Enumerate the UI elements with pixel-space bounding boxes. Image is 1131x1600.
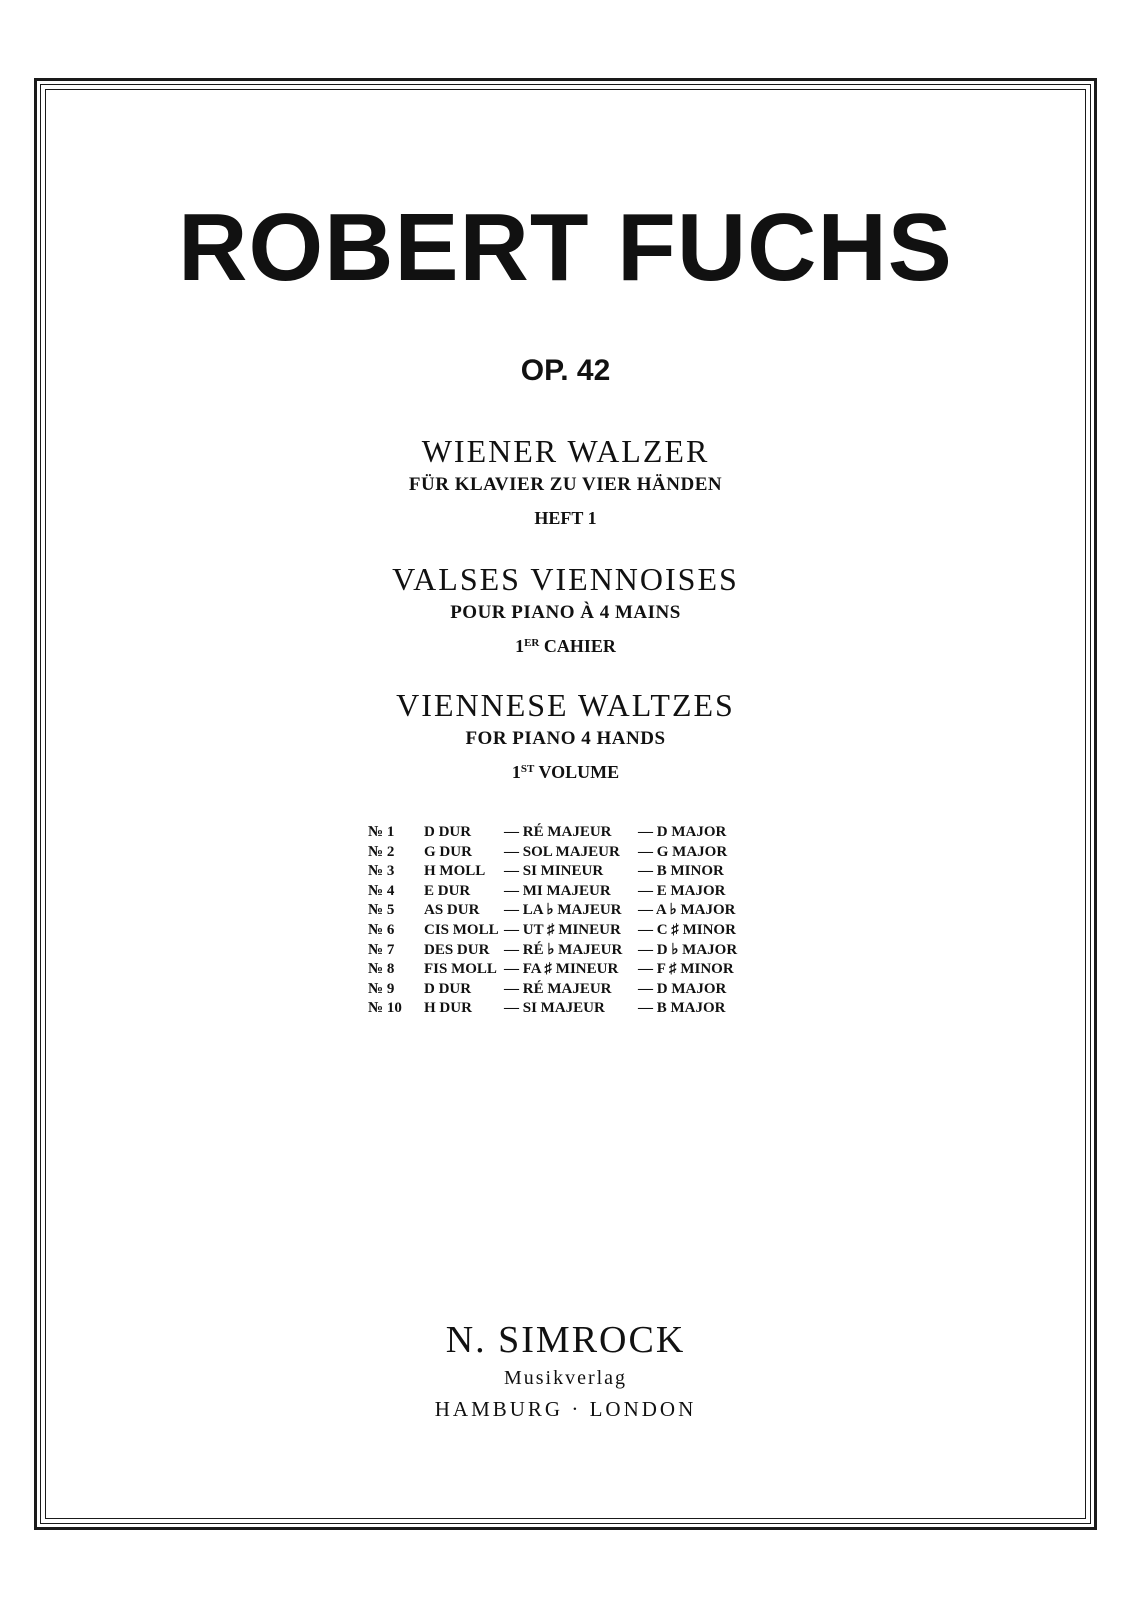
contents-row xyxy=(368,960,758,980)
key-french: — RÉ ♭ MAJEUR xyxy=(504,941,623,958)
title-french-main: VALSES VIENNOISES xyxy=(392,561,739,597)
piece-number: № 10 xyxy=(368,1000,402,1017)
title-english-volume: 1ST VOLUME xyxy=(511,762,620,782)
key-german: DES DUR xyxy=(424,941,490,958)
title-german-subtitle: FÜR KLAVIER ZU VIER HÄNDEN xyxy=(408,474,723,495)
contents-row xyxy=(368,999,758,1019)
key-english: — B MINOR xyxy=(638,863,724,880)
key-french: — SI MINEUR xyxy=(504,863,604,880)
piece-number: № 4 xyxy=(368,882,395,899)
contents-row xyxy=(368,862,758,882)
contents-row xyxy=(368,921,758,941)
key-german: H DUR xyxy=(424,1000,472,1017)
publisher-block xyxy=(0,1318,1131,1424)
piece-number: № 6 xyxy=(368,921,395,938)
key-english: — B MAJOR xyxy=(638,1000,726,1017)
piece-number: № 8 xyxy=(368,961,395,978)
key-german: CIS MOLL xyxy=(424,921,499,938)
key-german: E DUR xyxy=(424,882,471,899)
piece-number: № 1 xyxy=(368,824,395,840)
key-french: — SOL MAJEUR xyxy=(504,843,620,860)
key-german: G DUR xyxy=(424,843,472,860)
title-german xyxy=(0,432,1131,533)
title-english xyxy=(0,686,1131,787)
composer-name: ROBERT FUCHS xyxy=(178,194,953,301)
piece-number: № 2 xyxy=(368,843,395,860)
key-french: — RÉ MAJEUR xyxy=(504,824,612,840)
contents-row xyxy=(368,901,758,921)
key-french: — SI MAJEUR xyxy=(504,1000,605,1017)
title-english-subtitle: FOR PIANO 4 HANDS xyxy=(465,728,666,749)
key-german: AS DUR xyxy=(424,902,480,919)
key-german: H MOLL xyxy=(424,863,486,880)
key-german: D DUR xyxy=(424,980,472,997)
inner-border xyxy=(45,89,1086,1519)
key-french: — RÉ MAJEUR xyxy=(504,980,612,997)
contents-row xyxy=(368,882,758,902)
title-english-main: VIENNESE WALTZES xyxy=(396,687,735,723)
title-german-main: WIENER WALZER xyxy=(421,433,710,469)
key-french: — LA ♭ MAJEUR xyxy=(504,902,622,919)
piece-number: № 7 xyxy=(368,941,395,958)
key-english: — D ♭ MAJOR xyxy=(638,941,738,958)
contents-list xyxy=(368,823,758,1019)
key-english: — E MAJOR xyxy=(638,882,726,899)
opus-number: OP. 42 xyxy=(520,354,611,387)
contents-row xyxy=(368,843,758,863)
key-french: — UT ♯ MINEUR xyxy=(504,921,621,938)
piece-number: № 3 xyxy=(368,863,395,880)
publisher-cities: HAMBURG · LONDON xyxy=(434,1397,697,1421)
piece-number: № 5 xyxy=(368,902,395,919)
title-german-volume: HEFT 1 xyxy=(534,508,597,528)
title-french-subtitle: POUR PIANO À 4 MAINS xyxy=(450,602,681,623)
key-english: — D MAJOR xyxy=(638,980,727,997)
contents-row xyxy=(368,980,758,1000)
piece-number: № 9 xyxy=(368,980,395,997)
key-german: FIS MOLL xyxy=(424,961,497,978)
key-english: — C ♯ MINOR xyxy=(638,921,736,938)
key-german: D DUR xyxy=(424,824,472,840)
key-english: — F ♯ MINOR xyxy=(638,961,734,978)
key-english: — A ♭ MAJOR xyxy=(638,902,736,919)
publisher-type: Musikverlag xyxy=(503,1367,628,1389)
contents-row xyxy=(368,823,758,843)
key-english: — G MAJOR xyxy=(638,843,728,860)
key-english: — D MAJOR xyxy=(638,824,727,840)
key-french: — FA ♯ MINEUR xyxy=(504,961,619,978)
title-french xyxy=(0,560,1131,661)
contents-row xyxy=(368,941,758,961)
title-french-volume: 1ER CAHIER xyxy=(515,636,616,656)
key-french: — MI MAJEUR xyxy=(504,882,611,899)
publisher-name: N. SIMROCK xyxy=(445,1319,686,1361)
